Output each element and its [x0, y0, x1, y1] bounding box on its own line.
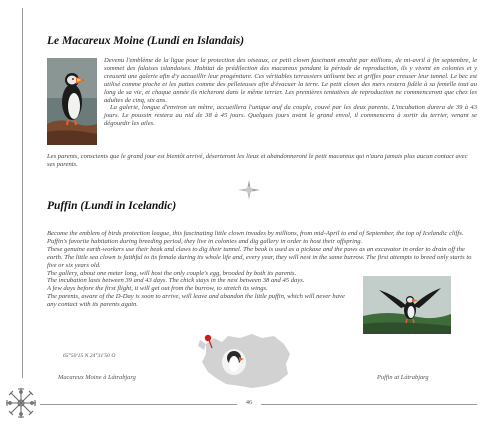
compass-rose-icon — [237, 179, 261, 201]
map-pin-icon — [205, 335, 211, 341]
english-title: Puffin (Lundi in Icelandic) — [47, 200, 177, 212]
left-margin-rule — [22, 8, 23, 378]
page-number: 46 — [237, 399, 261, 406]
english-line-3: A few days before the first flight, it will get out from the burrow, to stretch its wings. — [47, 285, 268, 293]
puffin-photo-french — [47, 58, 97, 145]
caption-right: Puffin at Látrabjarg — [377, 374, 429, 381]
french-title: Le Macareux Moine (Lundi en Islandais) — [47, 35, 245, 47]
gps-coordinates: 65°50'15 N 24°31'50 O — [63, 353, 116, 359]
french-paragraph-2: La galerie, longue d'environ un mètre, accueillera l'unique œuf du couple, couvé par les deux parents. L'incubation durera de 39 à 43 jours. Le poussin restera au nid de 38 à 45 jours. Quelques jours avant le grand envol, il commencera à sortir du terrier, venant se dégourdir les ailes. — [104, 104, 477, 128]
english-line-4: The parents, aware of the D-Day is soon to arrive, will leave and abandon the little puffin, which will never have any contact with its parents again. — [47, 293, 345, 309]
french-paragraph-1: Devenu l'emblème de la ligue pour la protection des oiseaux, ce petit clown fascinant envahit par millions, de mi-avril à fin septembre, le sommet des falaises islandaises. Habitat de prédilection des macareux pendant la période de reproduction, ils y vivent en colonies et y creusent une galerie afin d'y accueillir leur progéniture. Ces véritables terrassiers utilisent bec et griffes pour creuser leur tunnel. Le bec est utilisé comme pioche et les pattes comme des pelleteuses afin d'évacuer la terre. Le petit clown des mers restera fidèle à sa femelle tout au long de sa vie, et chaque année ils nicheront dans le même terrier. Les premières tentatives de reproduction ne commenceront que chez les adultes de cinq, six ans. — [104, 57, 477, 104]
caption-left: Macareux Moine à Látrabjarg — [58, 374, 136, 381]
iceland-map — [196, 330, 294, 392]
english-line-2: The incubation lasts between 39 and 43 days. The chick stays in the nest between 38 and 45 days. — [47, 277, 305, 285]
english-paragraph-1: Become the emblem of birds protection league, this fascinating little clown invades by millions, from mid-April to end of September, the top of Icelandic cliffs. Puffin's favorite habitation during breeding period, they live in colonies and dig gallery in order to host their offspring. — [47, 230, 464, 245]
french-body — [104, 57, 477, 128]
puffin-photo-english — [363, 276, 451, 334]
norse-ornament-icon — [4, 386, 38, 420]
english-line-1: The gallery, about one meter long, will host the only couple's egg, brooded by both its parents. — [47, 269, 297, 277]
english-paragraph-2: These genuine earth-workers use their beak and claws to dig their tunnel. The beak is used as a pickaxe and the paws as an excavator in order to drain off the earth. The little sea clown is faithful to its female during its whole life and, every year, they will nest in the same burrow. The first attempts to breed only starts to five or six years old. — [47, 245, 472, 269]
french-closing: Les parents, conscients que le grand jour est bientôt arrivé, déserteront les lieux et abandonneront le petit macareux qui n'aura jamais plus aucun contact avec ses parents. — [47, 153, 468, 168]
